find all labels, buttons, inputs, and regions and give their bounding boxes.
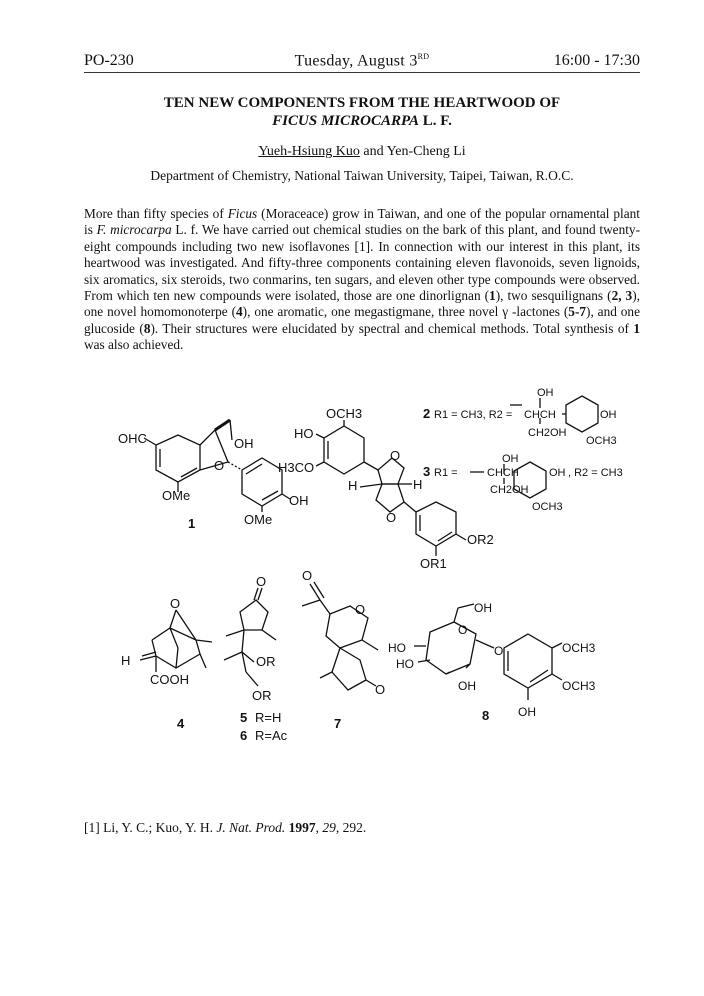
stereo-h-label: H — [413, 477, 423, 492]
ring-oxygen-label: O — [458, 623, 468, 637]
abstract-part: was also achieved. — [84, 337, 184, 353]
hydroxyl-label: OH — [537, 387, 554, 399]
glycosidic-oxygen-label: O — [494, 644, 504, 658]
abstract-part: ), and one glucoside ( — [84, 304, 640, 336]
compound-4-structure — [121, 596, 212, 731]
hydroxyl-label: HO — [396, 657, 414, 671]
och3-text: OCH3 — [326, 406, 363, 421]
species-name: F. microcarpa — [96, 222, 172, 238]
session-day: Tuesday, August 3 — [294, 52, 418, 70]
carbonyl-oxygen-label: O — [256, 574, 267, 589]
affiliation: Department of Chemistry, National Taiwan University, Taipei, Taiwan, R.O.C. — [150, 168, 574, 183]
abstract-part: ). Their structures were elucidated by spectral and chemical methods. Total synthesis of — [150, 320, 634, 336]
compound-ref: 5-7 — [568, 304, 587, 320]
r2-definition: , R2 = CH3 — [568, 467, 623, 479]
methoxy-label: OCH3 — [562, 679, 596, 693]
abstract-part: ), one novel homomonoterpe ( — [84, 288, 640, 320]
hydroxyl-label: HO — [388, 641, 406, 655]
stereo-h-label: H — [348, 478, 358, 493]
compound-ref: 8 — [143, 320, 151, 336]
compound-7-label: 7 — [334, 716, 342, 731]
compound-1-label: 1 — [188, 516, 196, 531]
r-definition: R1 = — [434, 467, 458, 479]
chain-label: CHCH — [524, 409, 556, 421]
coauthor: Yen-Cheng Li — [386, 144, 466, 159]
ring-oxygen-label: O — [390, 448, 401, 463]
hydroxyl-label: OH — [600, 409, 617, 421]
compound-6-label: 6 — [240, 728, 248, 743]
methoxy-label: OCH3 — [532, 501, 563, 513]
date-suffix: RD — [417, 52, 430, 61]
reference-1: [1] Li, Y. C.; Kuo, Y. H. J. Nat. Prod. 1997, 29, 292. — [84, 820, 367, 835]
or2-label: OR2 — [467, 532, 494, 547]
ring-oxygen-label: O — [214, 458, 225, 473]
ref-volume: 29 — [322, 820, 336, 835]
genus-name: Ficus — [227, 206, 258, 221]
chain-label: CHCH — [487, 467, 519, 479]
abstract-part: More than fifty species of — [84, 206, 228, 221]
presenting-author: Yueh-Hsiung Kuo — [258, 144, 360, 159]
compound-4-label: 4 — [177, 716, 185, 731]
aldehyde-label: OHC — [118, 431, 147, 446]
title-authority: L. F. — [419, 113, 452, 129]
methoxy-label: H3CO — [278, 460, 315, 475]
compound-1-structure — [118, 420, 309, 531]
ch2oh-label: CH2OH — [490, 484, 529, 496]
bridge-oxygen-label: O — [170, 596, 181, 611]
compound-5-label: 5 — [240, 710, 248, 725]
methoxy-label: OMe — [244, 512, 273, 527]
ref-pages: , 292. — [335, 820, 367, 835]
title-species: FICUS MICROCARPA — [272, 113, 420, 129]
r-definition: R1 = CH3, R2 = — [434, 409, 513, 421]
ref-journal: J. Nat. Prod. — [216, 820, 286, 835]
compound-ref: 1 — [633, 320, 640, 336]
or1-label: OR1 — [420, 556, 447, 571]
or-label: OR — [252, 688, 272, 703]
ring-oxygen-label: O — [386, 510, 397, 525]
methoxy-label — [326, 406, 362, 421]
abstract-part: ), one aromatic, one megastigmane, three novel γ -lactones ( — [242, 304, 569, 320]
ketone-oxygen-label: O — [375, 682, 386, 697]
hydroxyl-label: OH — [458, 679, 476, 693]
carboxyl-label: COOH — [150, 672, 189, 687]
ref-year: 1997 — [288, 820, 316, 835]
hydroxyl-label: OH — [289, 493, 309, 508]
hydroxyl-label: OH — [234, 436, 254, 451]
or-label: OR — [256, 654, 276, 669]
compound-5-6-structure — [224, 574, 288, 743]
compound-5-r: R=H — [255, 710, 282, 725]
ketone-oxygen-label: O — [302, 568, 313, 583]
compound-ref: 1 — [489, 288, 496, 304]
abstract-part: (Moraceace) grow in Taiwan, and one of the popular ornamental plant is — [84, 206, 640, 238]
author-connector: and — [359, 144, 387, 159]
compound-8-label: 8 — [482, 708, 490, 723]
compound-ref: 2, 3 — [611, 288, 633, 304]
ring-oxygen-label: O — [355, 602, 366, 617]
compound-2-label: 2 — [423, 406, 431, 421]
compound-ref: 4 — [236, 304, 243, 320]
compound-3-definition — [423, 453, 623, 513]
methoxy-label: OMe — [162, 488, 191, 503]
session-time: 16:00 - 17:30 — [553, 52, 640, 69]
hydroxyl-label: OH — [549, 467, 566, 479]
poster-code: PO-230 — [84, 52, 134, 69]
compound-2-definition — [423, 387, 617, 447]
compound-6-r: R=Ac — [255, 728, 288, 743]
abstract-part: ), two sesquilignans ( — [495, 288, 612, 304]
abstract-part: L. f. We have carried out chemical studies on the bark of this plant, and found twenty-eight compounds including two new isoflavones [1]. In connection with our interest in this plant, its heartwood was investigated. And fifty-three components containing eleven flavonoids, seven lignoids, six aromatics, six steroids, two conmarins, ten sugars, and eleven other type compounds were observed. From which ten new compounds were isolated, those are one dinorlignan ( — [84, 222, 640, 304]
hydroxyl-label: OH — [502, 453, 519, 465]
title-line-1: TEN NEW COMPONENTS FROM THE HEARTWOOD OF — [163, 95, 561, 111]
compound-7-structure — [302, 568, 385, 731]
hydroxyl-label: OH — [474, 601, 492, 615]
hydroxyl-label: OH — [518, 705, 536, 719]
compound-8-structure — [388, 601, 596, 723]
compound-3-label: 3 — [423, 464, 431, 479]
ch2oh-label: CH2OH — [528, 427, 567, 439]
sesquilignan-core-structure — [278, 406, 494, 571]
ref-authors: [1] Li, Y. C.; Kuo, Y. H. — [84, 820, 217, 835]
methoxy-label: OCH3 — [586, 435, 617, 447]
hydrogen-label: H — [121, 653, 131, 668]
hydroxyl-label: HO — [294, 426, 314, 441]
methoxy-label: OCH3 — [562, 641, 596, 655]
